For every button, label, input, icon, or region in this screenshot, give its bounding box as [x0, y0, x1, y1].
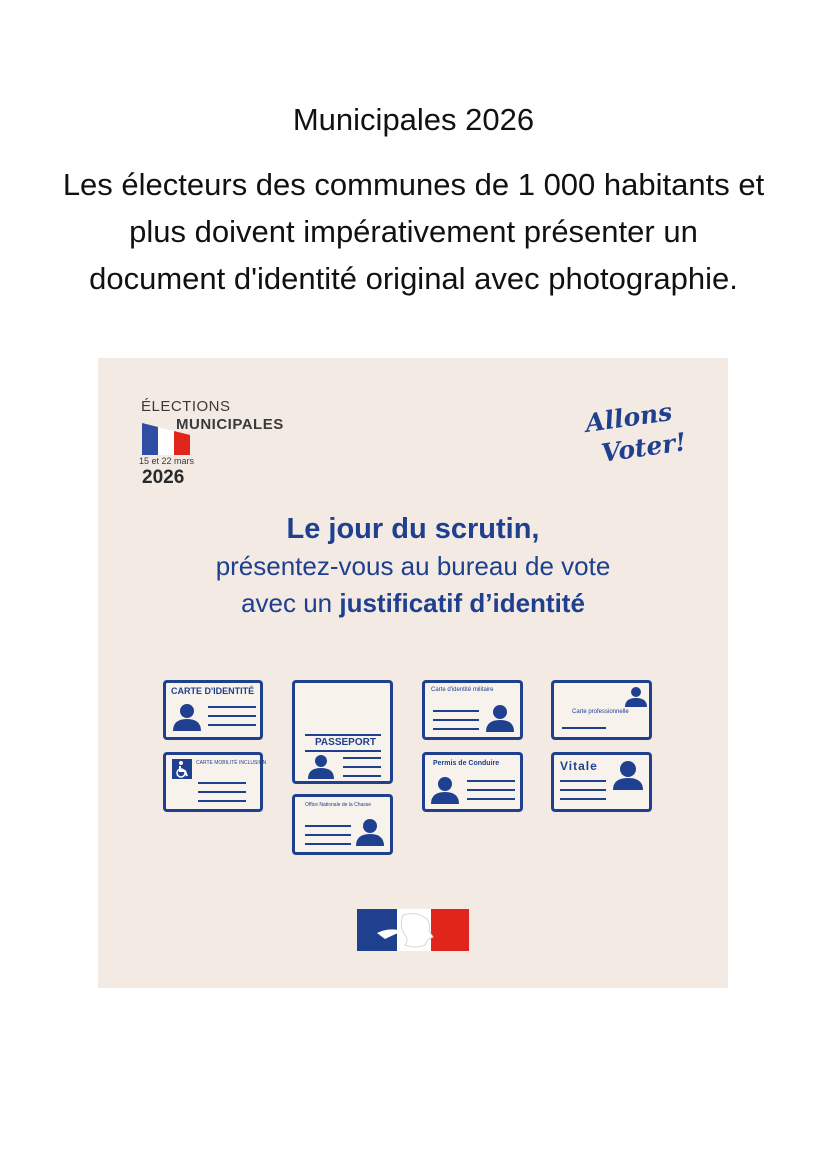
card-text-line [433, 710, 479, 712]
card-text-line [433, 719, 479, 721]
card-text-line [208, 706, 256, 708]
allons-voter-slogan [581, 397, 701, 483]
headline-line-3 [98, 585, 728, 622]
badge-municipales-label: MUNICIPALES [176, 416, 284, 433]
badge-dates: 15 et 22 mars [139, 456, 195, 466]
card-label: PASSEPORT [315, 737, 376, 748]
poster-headline [98, 510, 728, 622]
card-carte-identite [163, 680, 263, 740]
card-text-line [343, 766, 381, 768]
card-label: Carte professionnelle [572, 709, 629, 715]
document-title: Municipales 2026 [292, 102, 535, 137]
card-text-line [305, 834, 351, 836]
card-text-line [343, 757, 381, 759]
wheelchair-icon [172, 759, 192, 779]
person-icon [612, 760, 644, 790]
election-poster [98, 358, 728, 988]
card-text-line [305, 734, 381, 736]
card-text-line [560, 789, 606, 791]
card-text-line [433, 728, 479, 730]
person-icon [430, 775, 460, 805]
person-icon [307, 753, 335, 779]
card-label: Vitale [560, 759, 598, 773]
card-text-line [208, 724, 256, 726]
badge-year: 2026 [142, 467, 185, 488]
card-vitale [551, 752, 652, 812]
card-label: Office Nationale de la Chasse [305, 802, 372, 808]
badge-elections-label: ÉLECTIONS [141, 398, 231, 415]
headline-line-2: présentez-vous au bureau de vote [215, 551, 611, 581]
card-text-line [305, 750, 381, 752]
person-icon [172, 702, 202, 732]
card-text-line [305, 843, 351, 845]
card-permis-conduire [422, 752, 523, 812]
person-icon [624, 685, 648, 707]
slogan-line-1: Allons [583, 397, 674, 438]
card-text-line [208, 715, 256, 717]
headline-line-3-prefix: avec un [241, 588, 340, 618]
card-text-line [198, 782, 246, 784]
card-text-line [198, 800, 246, 802]
card-carte-militaire [422, 680, 523, 740]
card-label: Permis de Conduire [433, 760, 500, 767]
person-icon [485, 703, 515, 733]
headline-line-3-bold: justificatif d’identité [339, 588, 585, 618]
card-label: Carte d'identité militaire [431, 687, 494, 693]
elections-badge [138, 398, 318, 493]
card-text-line [562, 727, 606, 729]
card-passeport [292, 680, 393, 784]
slogan-line-2: Voter! [599, 427, 688, 468]
card-text-line [467, 798, 515, 800]
marianne-logo-icon [357, 909, 469, 951]
card-text-line [198, 791, 246, 793]
card-text-line [560, 780, 606, 782]
card-text-line [305, 825, 351, 827]
card-office-chasse [292, 794, 393, 855]
person-icon [355, 817, 385, 847]
card-carte-mobilite [163, 752, 267, 812]
card-label: CARTE MOBILITÉ INCLUSION [196, 760, 267, 766]
card-label: CARTE D'IDENTITÉ [171, 686, 255, 696]
card-text-line [467, 789, 515, 791]
card-text-line [343, 775, 381, 777]
card-carte-professionnelle [551, 680, 652, 740]
headline-line-1: Le jour du scrutin, [286, 513, 540, 545]
card-text-line [467, 780, 515, 782]
document-body: Les électeurs des communes de 1 000 habitants et plus doivent impérativement présenter un document d'identité original avec photographie. [62, 167, 765, 296]
card-text-line [560, 798, 606, 800]
